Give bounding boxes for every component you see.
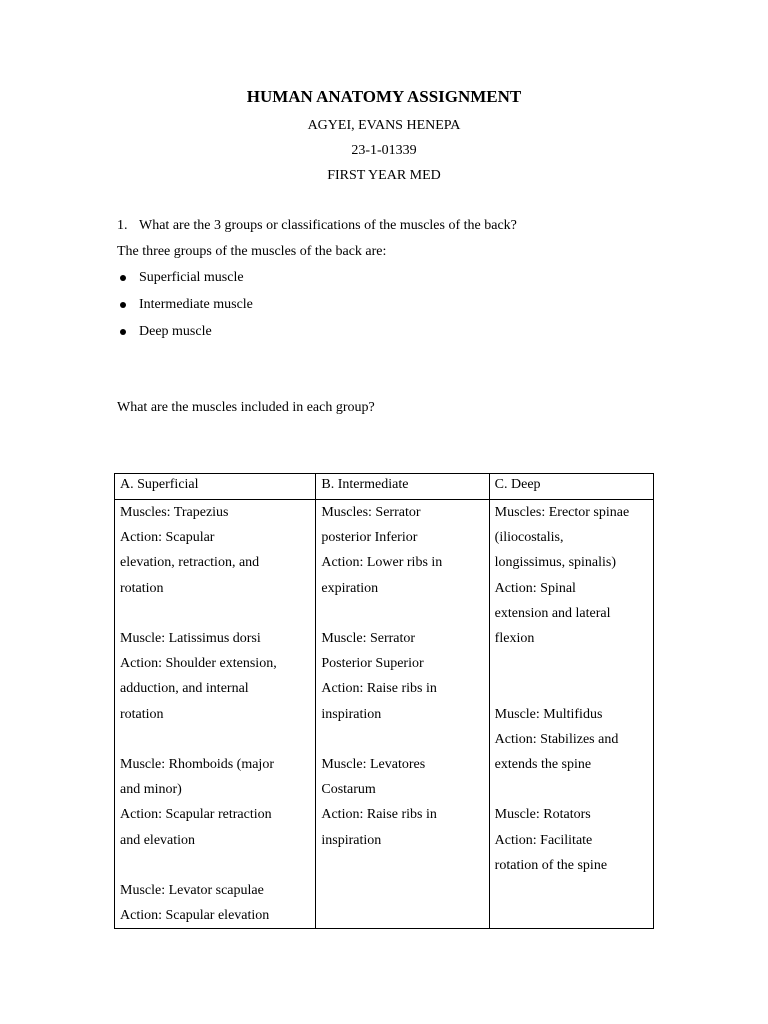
- cell-line: Muscles: Trapezius: [120, 505, 229, 520]
- student-id: 23-1-01339: [351, 143, 417, 158]
- question-1-text: What are the 3 groups or classifications of the muscles of the back?: [139, 218, 517, 233]
- document-title: HUMAN ANATOMY ASSIGNMENT: [246, 87, 522, 106]
- header-intermediate: B. Intermediate: [316, 474, 489, 500]
- cell-line: Muscle: Multifidus: [494, 706, 603, 722]
- list-item: [117, 318, 253, 345]
- bullet-icon: [120, 302, 126, 308]
- cell-line: flexion: [494, 631, 535, 647]
- header-deep: C. Deep: [489, 474, 653, 500]
- cell-line: extends the spine: [494, 757, 592, 772]
- muscles-table: [114, 473, 654, 929]
- cell-line: Action: Lower ribs in: [321, 555, 443, 571]
- muscle-group-list: [117, 264, 253, 345]
- cell-line: [120, 727, 310, 752]
- cell-line: Action: Scapular retraction: [120, 807, 272, 823]
- question-1-number: 1.: [117, 218, 128, 233]
- list-item-label: Superficial muscle: [139, 270, 244, 285]
- cell-line: and elevation: [120, 832, 196, 848]
- cell-line: Muscles: Serrator: [321, 505, 421, 520]
- table-header-row: [115, 474, 654, 500]
- cell-line: inspiration: [321, 832, 382, 848]
- cell-line: Action: Scapular elevation: [120, 908, 270, 924]
- cell-line: (iliocostalis,: [494, 530, 564, 546]
- cell-line: Action: Stabilizes and: [494, 731, 619, 747]
- cell-line: Action: Shoulder extension,: [120, 656, 277, 672]
- cell-line: [321, 601, 483, 626]
- cell-line: expiration: [321, 580, 379, 596]
- cell-line: rotation of the spine: [494, 857, 608, 873]
- bullet-icon: [120, 275, 126, 281]
- cell-line: [495, 651, 648, 676]
- cell-line: Posterior Superior: [321, 656, 424, 672]
- list-item-label: Intermediate muscle: [139, 297, 253, 312]
- question-2: What are the muscles included in each group?: [117, 400, 375, 415]
- list-item: [117, 264, 253, 291]
- cell-line: Muscle: Serrator: [321, 631, 416, 646]
- table-row: [115, 500, 654, 929]
- cell-line: rotation: [120, 706, 164, 722]
- cell-line: inspiration: [321, 706, 382, 722]
- cell-line: [495, 676, 648, 701]
- cell-line: Action: Scapular: [120, 530, 215, 546]
- cell-line: extension and lateral: [494, 605, 611, 621]
- cell-line: Action: Facilitate: [494, 832, 593, 848]
- cell-line: Muscle: Rotators: [494, 807, 591, 823]
- cell-line: and minor): [120, 782, 182, 798]
- deep-cell: [489, 500, 653, 929]
- list-item: [117, 291, 253, 318]
- cell-line: elevation, retraction, and: [120, 555, 260, 571]
- cell-line: Muscle: Levator scapulae: [120, 883, 264, 898]
- cell-line: [495, 777, 648, 802]
- cell-line: Action: Raise ribs in: [321, 681, 437, 697]
- cell-line: Muscle: Levatores: [321, 757, 426, 772]
- bullet-icon: [120, 329, 126, 335]
- cell-line: Muscle: Rhomboids (major: [120, 757, 274, 772]
- student-name: AGYEI, EVANS HENEPA: [307, 118, 461, 133]
- answer-intro: The three groups of the muscles of the back are:: [117, 244, 387, 259]
- cell-line: Muscle: Latissimus dorsi: [120, 631, 261, 646]
- cell-line: longissimus, spinalis): [494, 555, 617, 571]
- cell-line: Action: Spinal: [494, 580, 576, 596]
- header-superficial: A. Superficial: [115, 474, 316, 500]
- intermediate-cell: [316, 500, 489, 929]
- cell-line: [120, 601, 310, 626]
- cell-line: posterior Inferior: [321, 530, 418, 546]
- student-level: FIRST YEAR MED: [327, 168, 441, 183]
- cell-line: rotation: [120, 580, 164, 596]
- cell-line: [120, 853, 310, 878]
- cell-line: adduction, and internal: [120, 681, 249, 697]
- cell-line: Muscles: Erector spinae: [494, 505, 630, 520]
- superficial-cell: [115, 500, 316, 929]
- cell-line: Costarum: [321, 782, 376, 798]
- cell-line: Action: Raise ribs in: [321, 807, 437, 823]
- list-item-label: Deep muscle: [139, 324, 212, 339]
- cell-line: [321, 727, 483, 752]
- question-1: [117, 217, 517, 235]
